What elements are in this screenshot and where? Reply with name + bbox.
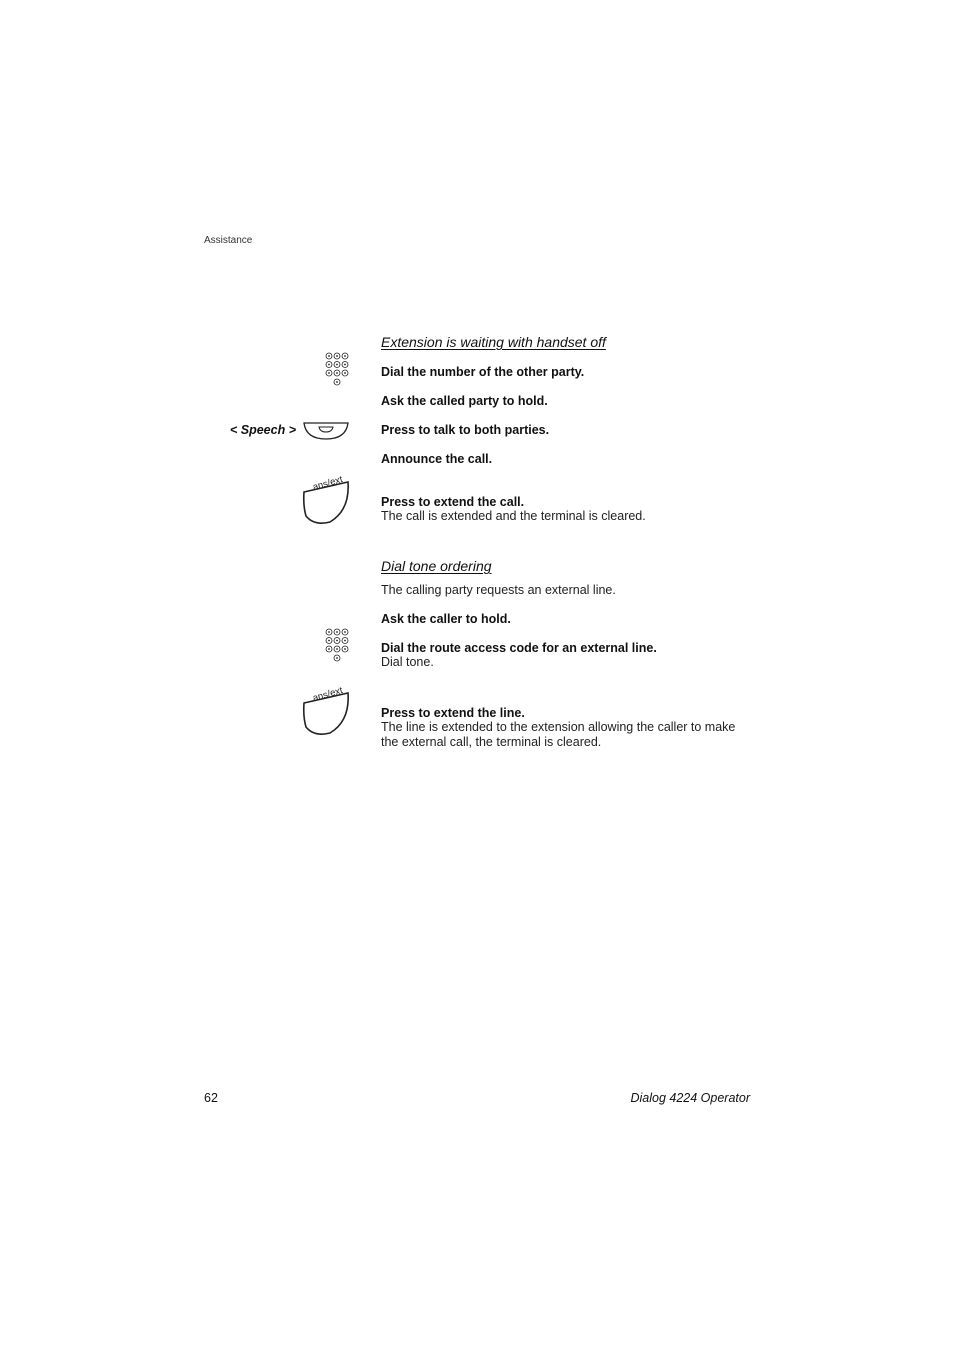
section-title-dial-tone-ordering: Dial tone ordering xyxy=(381,558,492,574)
step-extend-call-detail: The call is extended and the terminal is cleared. xyxy=(381,509,646,523)
section-label: Assistance xyxy=(204,235,253,246)
step-ask-called-party-hold: Ask the called party to hold. xyxy=(381,394,548,408)
step-press-extend-line: Press to extend the line. xyxy=(381,706,525,720)
ans-ext-key-icon[interactable] xyxy=(300,470,352,526)
step-extend-line-detail: The line is extended to the extension allowing the caller to make the external call, the terminal is cleared. xyxy=(381,720,736,749)
step-press-extend-call: Press to extend the call. xyxy=(381,495,525,509)
section-intro: The calling party requests an external line. xyxy=(381,583,616,597)
page-number: 62 xyxy=(204,1091,218,1105)
step-announce-call: Announce the call. xyxy=(381,452,493,466)
softkey-speech-label[interactable]: < Speech > xyxy=(229,423,296,437)
step-dial-other-party: Dial the number of the other party. xyxy=(381,365,585,379)
product-name: Dialog 4224 Operator xyxy=(630,1091,750,1105)
step-ask-caller-hold: Ask the caller to hold. xyxy=(381,612,511,626)
keypad-icon xyxy=(324,628,352,664)
step-dial-route-access-code: Dial the route access code for an external line. xyxy=(381,641,657,655)
ans-ext-key-label: ans/ext xyxy=(311,685,345,705)
keypad-icon xyxy=(324,352,352,388)
ans-ext-key-icon[interactable] xyxy=(300,681,352,737)
section-title-extension-waiting: Extension is waiting with handset off xyxy=(381,334,606,350)
ans-ext-key-label: ans/ext xyxy=(311,474,345,494)
step-dial-tone-detail: Dial tone. xyxy=(381,655,434,669)
softkey-icon[interactable] xyxy=(302,421,350,441)
step-press-talk-both: Press to talk to both parties. xyxy=(381,423,550,437)
